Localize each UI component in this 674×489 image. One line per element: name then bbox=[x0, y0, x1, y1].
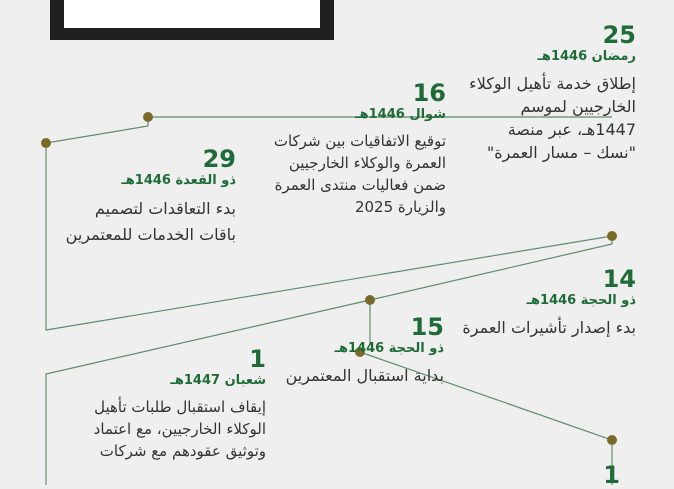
event-description: إيقاف استقبال طلبات تأهيل الوكلاء الخارجيين، مع اعتماد وتوثيق عقودهم مع شركات bbox=[93, 398, 266, 460]
event-description: بدء التعاقدات لتصميم باقات الخدمات للمعتمرين bbox=[65, 199, 236, 244]
event-month: ذو الحجة 1446هـ bbox=[334, 341, 444, 356]
timeline-entry-15-dhulhijjah bbox=[280, 314, 444, 388]
timeline-dot bbox=[365, 295, 375, 305]
event-day: 16 bbox=[412, 79, 446, 107]
event-day: 14 bbox=[602, 265, 636, 293]
event-day: 1 bbox=[603, 461, 620, 489]
event-description: بداية استقبال المعتمرين bbox=[285, 366, 444, 385]
event-month: شوال 1446هـ bbox=[355, 107, 446, 122]
timeline-entry-16-shawwal bbox=[262, 80, 446, 218]
event-month: ذو الحجة 1446هـ bbox=[526, 293, 636, 308]
timeline-entry-25-ramadan bbox=[468, 22, 636, 164]
timeline-entry-29-dhulqadah bbox=[60, 146, 236, 248]
timeline-entry-14-dhulhijjah bbox=[460, 266, 636, 340]
event-month: ذو القعدة 1446هـ bbox=[121, 173, 236, 188]
event-description: إطلاق خدمة تأهيل الوكلاء الخارجيين لموسم 1447هـ، عبر منصة "نسك – مسار العمرة" bbox=[469, 74, 636, 162]
timeline-dot bbox=[607, 231, 617, 241]
timeline-dot bbox=[143, 112, 153, 122]
event-description: توقيع الاتفاقيات بين شركات العمرة والوكلاء الخارجيين ضمن فعاليات منتدى العمرة والزيارة 2025 bbox=[273, 132, 446, 216]
event-description: بدء إصدار تأشيرات العمرة bbox=[462, 318, 636, 337]
event-month: رمضان 1446هـ bbox=[537, 49, 636, 64]
timeline-entry-1-shaban bbox=[60, 346, 266, 462]
timeline-entry-partial bbox=[560, 462, 620, 488]
event-day: 29 bbox=[202, 145, 236, 173]
event-day: 25 bbox=[602, 21, 636, 49]
timeline-dot bbox=[41, 138, 51, 148]
event-day: 1 bbox=[249, 345, 266, 373]
event-month: شعبان 1447هـ bbox=[170, 373, 266, 388]
timeline-dot bbox=[607, 435, 617, 445]
event-day: 15 bbox=[410, 313, 444, 341]
